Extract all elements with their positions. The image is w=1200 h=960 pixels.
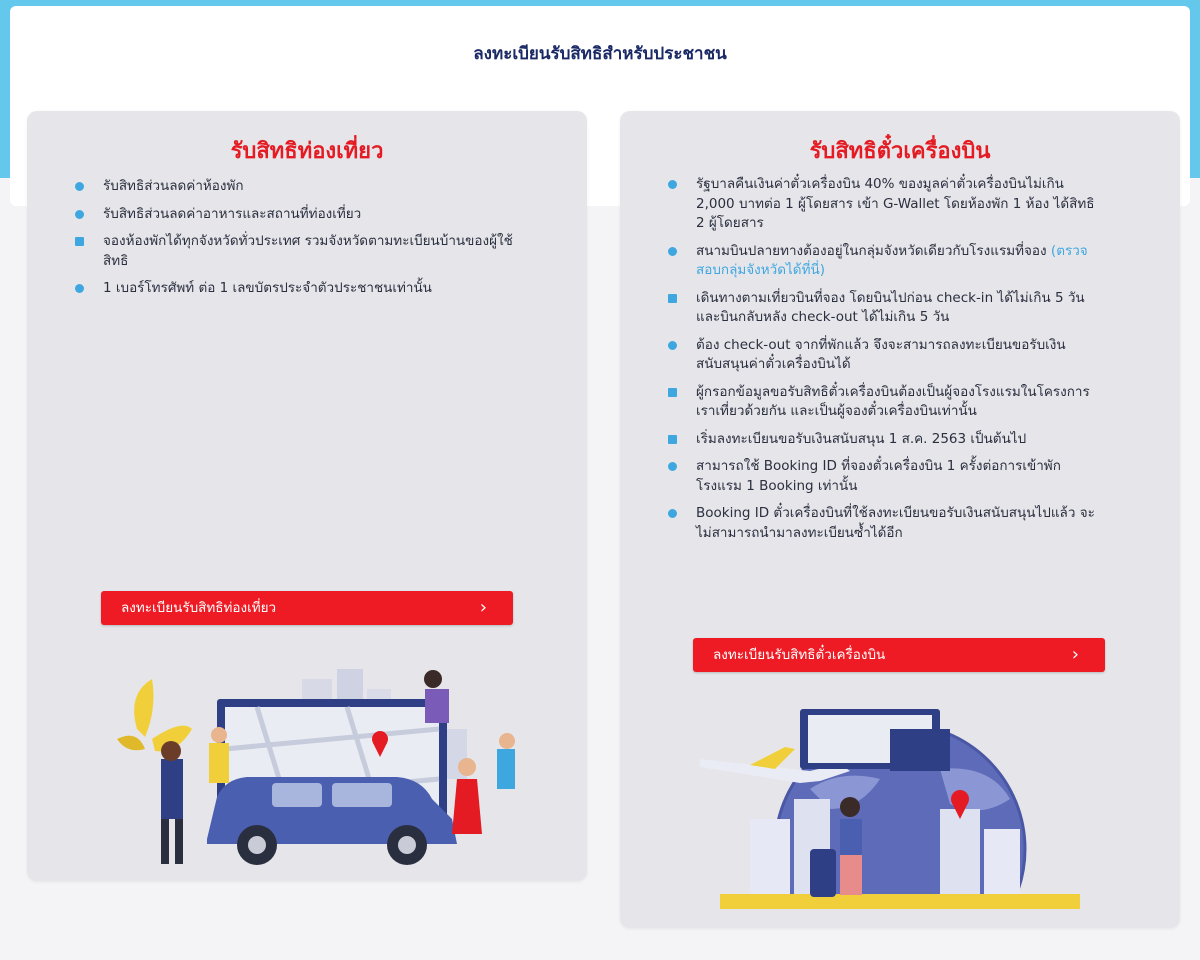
flight-card-title: รับสิทธิตั๋วเครื่องบิน (809, 139, 991, 164)
list-item: ผู้กรอกข้อมูลขอรับสิทธิตั๋วเครื่องบินต้องเป็นผู้จองโรงแรมในโครงการเราเที่ยวด้วยกัน และเป็นผู้จองตั๋วเครื่องบินเท่านั้น (696, 383, 1096, 422)
travel-benefit-list (103, 177, 513, 307)
bullet-icon (668, 180, 677, 189)
bullet-icon (668, 388, 677, 397)
list-item: เริ่มลงทะเบียนขอรับเงินสนับสนุน 1 ส.ค. 2563 เป็นต้นไป (696, 430, 1096, 450)
bullet-icon (668, 294, 677, 303)
bullet-icon (75, 284, 84, 293)
check-province-link[interactable]: (ตรวจสอบกลุ่มจังหวัดได้ที่นี่) (696, 242, 1088, 278)
list-item: จองห้องพักได้ทุกจังหวัดทั่วประเทศ รวมจังหวัดตามทะเบียนบ้านของผู้ใช้สิทธิ (103, 232, 513, 271)
register-travel-label: ลงทะเบียนรับสิทธิท่องเที่ยว (121, 600, 277, 616)
register-flight-button[interactable] (693, 638, 1105, 672)
bullet-icon (75, 237, 84, 246)
page-title: ลงทะเบียนรับสิทธิสำหรับประชาชน (473, 44, 727, 64)
flight-illustration (690, 709, 1110, 909)
chevron-right-icon: › (479, 597, 487, 618)
travel-illustration (97, 659, 517, 869)
list-item: ต้อง check-out จากที่พักแล้ว จึงจะสามารถลงทะเบียนขอรับเงินสนับสนุนค่าตั๋วเครื่องบินได้ (696, 336, 1096, 375)
list-item: สนามบินปลายทางต้องอยู่ในกลุ่มจังหวัดเดียวกับโรงแรมที่จอง (ตรวจสอบกลุ่มจังหวัดได้ที่นี่) (696, 242, 1096, 281)
list-item: เดินทางตามเที่ยวบินที่จอง โดยบินไปก่อน check-in ได้ไม่เกิน 5 วัน และบินกลับหลัง check-out ได้ไม่เกิน 5 วัน (696, 289, 1096, 328)
list-item: 1 เบอร์โทรศัพท์ ต่อ 1 เลขบัตรประจำตัวประชาชนเท่านั้น (103, 279, 513, 299)
list-item: รับสิทธิส่วนลดค่าอาหารและสถานที่ท่องเที่ยว (103, 205, 513, 225)
bullet-icon (668, 247, 677, 256)
bullet-icon (668, 462, 677, 471)
register-flight-label: ลงทะเบียนรับสิทธิตั๋วเครื่องบิน (713, 647, 886, 663)
chevron-right-icon: › (1071, 644, 1079, 665)
bullet-icon (668, 435, 677, 444)
list-item: Booking ID ตั๋วเครื่องบินที่ใช้ลงทะเบียนขอรับเงินสนับสนุนไปแล้ว จะไม่สามารถนำมาลงทะเบียนซ้ำได้อีก (696, 504, 1096, 543)
bullet-icon (75, 210, 84, 219)
list-item: สามารถใช้ Booking ID ที่จองตั๋วเครื่องบิน 1 ครั้งต่อการเข้าพักโรงแรม 1 Booking เท่านั้น (696, 457, 1096, 496)
travel-card-title: รับสิทธิท่องเที่ยว (230, 139, 384, 164)
bullet-icon (668, 509, 677, 518)
flight-card (620, 111, 1180, 928)
register-travel-button[interactable] (101, 591, 513, 625)
list-item: รับสิทธิส่วนลดค่าห้องพัก (103, 177, 513, 197)
bullet-icon (668, 341, 677, 350)
bullet-icon (75, 182, 84, 191)
list-item: รัฐบาลคืนเงินค่าตั๋วเครื่องบิน 40% ของมูลค่าตั๋วเครื่องบินไม่เกิน 2,000 บาทต่อ 1 ผู้โดยสาร เข้า G-Wallet โดยห้องพัก 1 ห้อง ได้สิทธิ 2 ผู้โดยสาร (696, 175, 1096, 234)
flight-benefit-list (696, 175, 1096, 551)
travel-card (27, 111, 587, 881)
